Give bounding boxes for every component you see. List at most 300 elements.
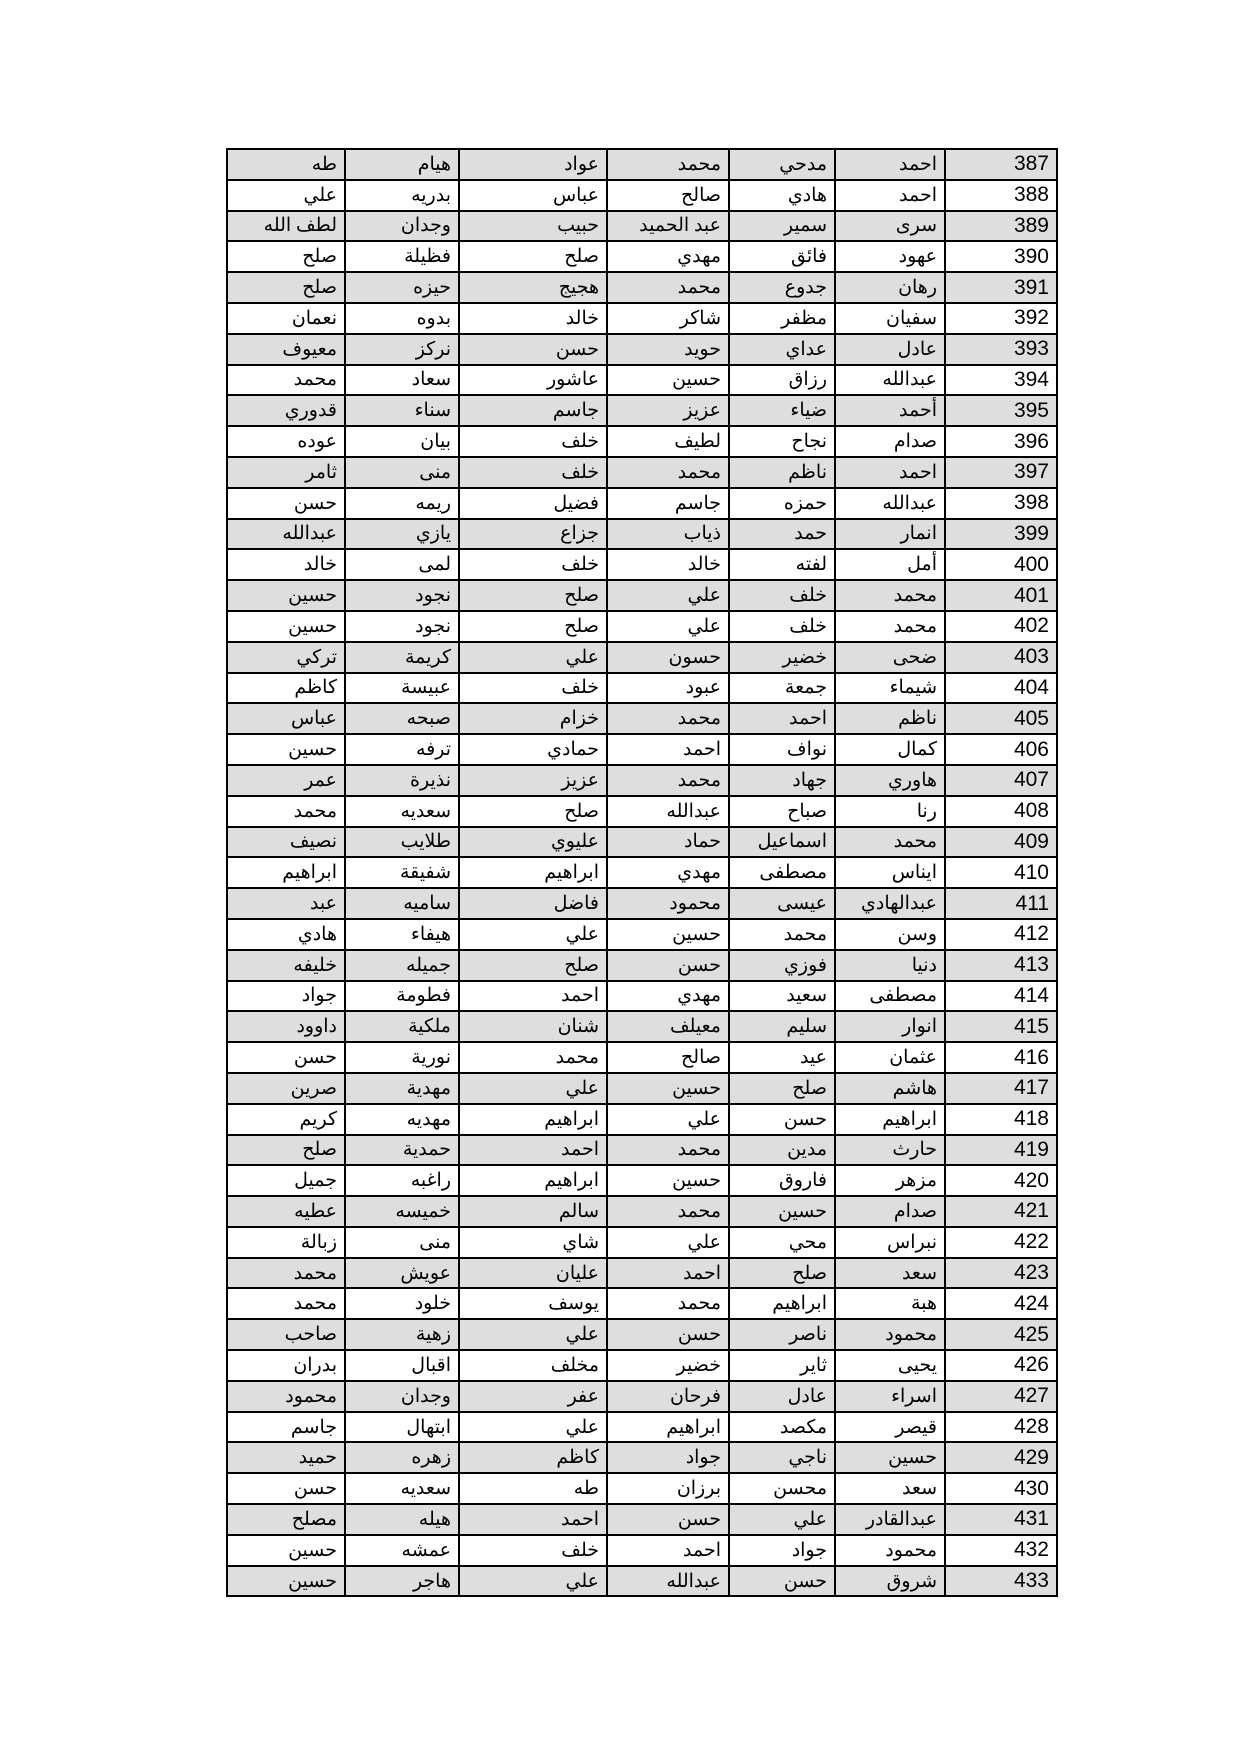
- table-row: [227, 365, 1057, 396]
- name-cell: محمد: [607, 1288, 729, 1319]
- name-cell: ملكية: [345, 1011, 459, 1042]
- name-cell: جواد: [227, 981, 345, 1012]
- name-cell: حويد: [607, 334, 729, 365]
- row-number-cell: 415: [945, 1011, 1057, 1042]
- name-cell: حسن: [227, 488, 345, 519]
- name-cell: صلح: [459, 796, 607, 827]
- name-cell: حسين: [227, 1535, 345, 1566]
- name-cell: عيد: [729, 1042, 835, 1073]
- name-cell: ضياء: [729, 395, 835, 426]
- name-cell: عاشور: [459, 365, 607, 396]
- name-cell: عبدالله: [607, 1566, 729, 1597]
- name-cell: منى: [345, 457, 459, 488]
- name-cell: خلف: [459, 549, 607, 580]
- name-cell: جاسم: [607, 488, 729, 519]
- table-row: [227, 642, 1057, 673]
- name-cell: يحيى: [835, 1350, 945, 1381]
- name-cell: خميسه: [345, 1196, 459, 1227]
- name-cell: هيله: [345, 1504, 459, 1535]
- name-cell: شيماء: [835, 673, 945, 704]
- name-cell: عباس: [227, 703, 345, 734]
- name-cell: حسن: [729, 1104, 835, 1135]
- name-cell: عبدالقادر: [835, 1504, 945, 1535]
- name-cell: محمد: [607, 1196, 729, 1227]
- name-cell: عليان: [459, 1258, 607, 1289]
- row-number-cell: 404: [945, 673, 1057, 704]
- name-cell: هبة: [835, 1288, 945, 1319]
- table-row: [227, 426, 1057, 457]
- name-cell: اسماعيل: [729, 827, 835, 858]
- name-cell: صباح: [729, 796, 835, 827]
- row-number-cell: 413: [945, 950, 1057, 981]
- table-row: [227, 334, 1057, 365]
- table-row: [227, 241, 1057, 272]
- name-cell: صلح: [729, 1073, 835, 1104]
- row-number-cell: 423: [945, 1258, 1057, 1289]
- row-number-cell: 419: [945, 1135, 1057, 1166]
- name-cell: ناجي: [729, 1442, 835, 1473]
- name-cell: كاظم: [227, 673, 345, 704]
- name-cell: ناظم: [835, 703, 945, 734]
- row-number-cell: 393: [945, 334, 1057, 365]
- row-number-cell: 392: [945, 303, 1057, 334]
- name-cell: محسن: [729, 1473, 835, 1504]
- name-cell: شفيقة: [345, 857, 459, 888]
- name-cell: عفر: [459, 1381, 607, 1412]
- name-cell: ابتهال: [345, 1412, 459, 1443]
- row-number-cell: 428: [945, 1412, 1057, 1443]
- table-row: [227, 303, 1057, 334]
- row-number-cell: 429: [945, 1442, 1057, 1473]
- row-number-cell: 418: [945, 1104, 1057, 1135]
- table-row: [227, 1165, 1057, 1196]
- name-cell: حسين: [227, 580, 345, 611]
- name-cell: صلح: [227, 241, 345, 272]
- name-cell: حبيب: [459, 211, 607, 242]
- name-cell: سرى: [835, 211, 945, 242]
- name-cell: هيام: [345, 149, 459, 180]
- table-row: [227, 734, 1057, 765]
- name-cell: محمد: [227, 1258, 345, 1289]
- name-cell: مهدي: [607, 857, 729, 888]
- row-number-cell: 425: [945, 1319, 1057, 1350]
- name-cell: احمد: [835, 180, 945, 211]
- table-row: [227, 457, 1057, 488]
- name-cell: جميل: [227, 1165, 345, 1196]
- name-cell: احمد: [835, 457, 945, 488]
- name-cell: اقبال: [345, 1350, 459, 1381]
- name-cell: محمد: [607, 765, 729, 796]
- name-cell: علي: [607, 580, 729, 611]
- name-cell: عزيز: [607, 395, 729, 426]
- name-cell: زهره: [345, 1442, 459, 1473]
- name-cell: صلح: [459, 241, 607, 272]
- name-cell: نذيرة: [345, 765, 459, 796]
- table-row: [227, 149, 1057, 180]
- name-cell: محي: [729, 1227, 835, 1258]
- table-row: [227, 395, 1057, 426]
- name-cell: محمد: [227, 796, 345, 827]
- name-cell: ترفه: [345, 734, 459, 765]
- table-row: [227, 1350, 1057, 1381]
- name-cell: سمير: [729, 211, 835, 242]
- row-number-cell: 387: [945, 149, 1057, 180]
- name-cell: ريمه: [345, 488, 459, 519]
- name-cell: احمد: [459, 1135, 607, 1166]
- name-cell: عزيز: [459, 765, 607, 796]
- name-cell: هاوري: [835, 765, 945, 796]
- name-cell: سناء: [345, 395, 459, 426]
- name-cell: انوار: [835, 1011, 945, 1042]
- name-cell: خلف: [459, 426, 607, 457]
- table-row: [227, 888, 1057, 919]
- row-number-cell: 405: [945, 703, 1057, 734]
- name-cell: خلود: [345, 1288, 459, 1319]
- name-cell: عبدالله: [835, 488, 945, 519]
- name-cell: جهاد: [729, 765, 835, 796]
- name-cell: مهدي: [607, 981, 729, 1012]
- name-cell: رنا: [835, 796, 945, 827]
- name-cell: ناظم: [729, 457, 835, 488]
- name-cell: علي: [459, 1566, 607, 1597]
- row-number-cell: 401: [945, 580, 1057, 611]
- name-cell: برزان: [607, 1473, 729, 1504]
- row-number-cell: 417: [945, 1073, 1057, 1104]
- name-cell: شاي: [459, 1227, 607, 1258]
- table-row: [227, 1227, 1057, 1258]
- name-cell: محمود: [835, 1535, 945, 1566]
- name-cell: مخلف: [459, 1350, 607, 1381]
- name-cell: جاسم: [227, 1412, 345, 1443]
- name-cell: محمود: [835, 1319, 945, 1350]
- name-cell: عوده: [227, 426, 345, 457]
- name-cell: سعد: [835, 1473, 945, 1504]
- name-cell: عبدالله: [607, 796, 729, 827]
- name-cell: بدوه: [345, 303, 459, 334]
- name-cell: طه: [459, 1473, 607, 1504]
- name-cell: سعيد: [729, 981, 835, 1012]
- name-cell: يوسف: [459, 1288, 607, 1319]
- name-cell: كريم: [227, 1104, 345, 1135]
- name-cell: حمادي: [459, 734, 607, 765]
- name-cell: منى: [345, 1227, 459, 1258]
- name-cell: صرين: [227, 1073, 345, 1104]
- table-row: [227, 1011, 1057, 1042]
- name-cell: محمد: [227, 365, 345, 396]
- name-cell: محمد: [835, 580, 945, 611]
- name-cell: علي: [459, 642, 607, 673]
- name-cell: حسن: [607, 1319, 729, 1350]
- name-cell: حمد: [729, 519, 835, 550]
- name-cell: صلح: [729, 1258, 835, 1289]
- table-row: [227, 1104, 1057, 1135]
- name-cell: سالم: [459, 1196, 607, 1227]
- table-row: [227, 950, 1057, 981]
- name-cell: عداي: [729, 334, 835, 365]
- name-cell: علي: [459, 1412, 607, 1443]
- name-cell: ضحى: [835, 642, 945, 673]
- name-cell: مهدية: [345, 1073, 459, 1104]
- name-cell: محمد: [607, 149, 729, 180]
- name-cell: هادي: [729, 180, 835, 211]
- name-cell: علي: [607, 611, 729, 642]
- name-cell: حسين: [227, 611, 345, 642]
- name-cell: محمد: [607, 703, 729, 734]
- table-row: [227, 1073, 1057, 1104]
- name-cell: علي: [459, 1073, 607, 1104]
- name-cell: اسراء: [835, 1381, 945, 1412]
- name-cell: قيصر: [835, 1412, 945, 1443]
- row-number-cell: 427: [945, 1381, 1057, 1412]
- name-cell: مدين: [729, 1135, 835, 1166]
- name-cell: حسن: [607, 950, 729, 981]
- names-table: [226, 148, 1058, 1597]
- row-number-cell: 420: [945, 1165, 1057, 1196]
- name-cell: عهود: [835, 241, 945, 272]
- row-number-cell: 391: [945, 272, 1057, 303]
- name-cell: حماد: [607, 827, 729, 858]
- row-number-cell: 424: [945, 1288, 1057, 1319]
- name-cell: ابراهيم: [459, 857, 607, 888]
- name-cell: احمد: [459, 981, 607, 1012]
- name-cell: صالح: [607, 1042, 729, 1073]
- name-cell: ثاير: [729, 1350, 835, 1381]
- row-number-cell: 432: [945, 1535, 1057, 1566]
- name-cell: شروق: [835, 1566, 945, 1597]
- table-row: [227, 272, 1057, 303]
- table-row: [227, 1566, 1057, 1597]
- table-row: [227, 1412, 1057, 1443]
- name-cell: عواد: [459, 149, 607, 180]
- name-cell: هيفاء: [345, 919, 459, 950]
- name-cell: سليم: [729, 1011, 835, 1042]
- row-number-cell: 414: [945, 981, 1057, 1012]
- name-cell: صدام: [835, 1196, 945, 1227]
- name-cell: راغبه: [345, 1165, 459, 1196]
- name-cell: ابراهيم: [835, 1104, 945, 1135]
- name-cell: حسن: [459, 334, 607, 365]
- name-cell: خالد: [607, 549, 729, 580]
- name-cell: حسين: [607, 919, 729, 950]
- name-cell: هادي: [227, 919, 345, 950]
- name-cell: حمزه: [729, 488, 835, 519]
- name-cell: عادل: [835, 334, 945, 365]
- table-row: [227, 211, 1057, 242]
- row-number-cell: 407: [945, 765, 1057, 796]
- name-cell: عادل: [729, 1381, 835, 1412]
- name-cell: محمد: [607, 1135, 729, 1166]
- name-cell: رهان: [835, 272, 945, 303]
- name-cell: مكصد: [729, 1412, 835, 1443]
- name-cell: أمل: [835, 549, 945, 580]
- name-cell: ابراهيم: [459, 1104, 607, 1135]
- name-cell: لفته: [729, 549, 835, 580]
- name-cell: عمر: [227, 765, 345, 796]
- name-cell: معيوف: [227, 334, 345, 365]
- name-cell: رزاق: [729, 365, 835, 396]
- row-number-cell: 433: [945, 1566, 1057, 1597]
- name-cell: نركز: [345, 334, 459, 365]
- name-cell: عليوي: [459, 827, 607, 858]
- name-cell: ابراهيم: [227, 857, 345, 888]
- row-number-cell: 402: [945, 611, 1057, 642]
- name-cell: محمد: [227, 1288, 345, 1319]
- row-number-cell: 388: [945, 180, 1057, 211]
- name-cell: لطف الله: [227, 211, 345, 242]
- name-cell: عبد الحميد: [607, 211, 729, 242]
- name-cell: مصطفى: [729, 857, 835, 888]
- name-cell: وجدان: [345, 1381, 459, 1412]
- name-cell: جدوع: [729, 272, 835, 303]
- row-number-cell: 399: [945, 519, 1057, 550]
- name-cell: عطيه: [227, 1196, 345, 1227]
- table-row: [227, 488, 1057, 519]
- name-cell: بيان: [345, 426, 459, 457]
- name-cell: احمد: [835, 149, 945, 180]
- name-cell: علي: [459, 919, 607, 950]
- name-cell: عبدالله: [835, 365, 945, 396]
- name-cell: مدحي: [729, 149, 835, 180]
- table-row: [227, 796, 1057, 827]
- name-cell: ابراهيم: [459, 1165, 607, 1196]
- row-number-cell: 400: [945, 549, 1057, 580]
- row-number-cell: 426: [945, 1350, 1057, 1381]
- name-cell: حسين: [835, 1442, 945, 1473]
- name-cell: صلح: [459, 950, 607, 981]
- name-cell: أحمد: [835, 395, 945, 426]
- name-cell: محمد: [835, 611, 945, 642]
- name-cell: حميد: [227, 1442, 345, 1473]
- name-cell: حسين: [227, 1566, 345, 1597]
- name-cell: مزهر: [835, 1165, 945, 1196]
- name-cell: زبالة: [227, 1227, 345, 1258]
- name-cell: مصطفى: [835, 981, 945, 1012]
- table-row: [227, 827, 1057, 858]
- table-row: [227, 1319, 1057, 1350]
- row-number-cell: 395: [945, 395, 1057, 426]
- name-cell: جميله: [345, 950, 459, 981]
- name-cell: دنيا: [835, 950, 945, 981]
- table-row: [227, 611, 1057, 642]
- table-row: [227, 1288, 1057, 1319]
- name-cell: طلايب: [345, 827, 459, 858]
- table-row: [227, 1504, 1057, 1535]
- name-cell: قدوري: [227, 395, 345, 426]
- row-number-cell: 431: [945, 1504, 1057, 1535]
- name-cell: خليفه: [227, 950, 345, 981]
- name-cell: صلح: [227, 272, 345, 303]
- name-cell: حسن: [227, 1473, 345, 1504]
- name-cell: احمد: [729, 703, 835, 734]
- row-number-cell: 396: [945, 426, 1057, 457]
- row-number-cell: 403: [945, 642, 1057, 673]
- name-cell: ذياب: [607, 519, 729, 550]
- name-cell: محمود: [607, 888, 729, 919]
- row-number-cell: 390: [945, 241, 1057, 272]
- name-cell: فاضل: [459, 888, 607, 919]
- row-number-cell: 389: [945, 211, 1057, 242]
- name-cell: فضيل: [459, 488, 607, 519]
- name-cell: ناصر: [729, 1319, 835, 1350]
- name-cell: جمعة: [729, 673, 835, 704]
- row-number-cell: 416: [945, 1042, 1057, 1073]
- name-cell: نورية: [345, 1042, 459, 1073]
- table-row: [227, 919, 1057, 950]
- name-cell: ثامر: [227, 457, 345, 488]
- name-cell: علي: [227, 180, 345, 211]
- name-cell: بدريه: [345, 180, 459, 211]
- name-cell: نعمان: [227, 303, 345, 334]
- name-cell: طه: [227, 149, 345, 180]
- name-cell: صلح: [459, 580, 607, 611]
- name-cell: سفيان: [835, 303, 945, 334]
- name-cell: حسين: [227, 734, 345, 765]
- row-number-cell: 412: [945, 919, 1057, 950]
- row-number-cell: 398: [945, 488, 1057, 519]
- name-cell: صبحه: [345, 703, 459, 734]
- name-cell: نجود: [345, 580, 459, 611]
- name-cell: بدران: [227, 1350, 345, 1381]
- name-cell: حيزه: [345, 272, 459, 303]
- row-number-cell: 411: [945, 888, 1057, 919]
- table-row: [227, 1535, 1057, 1566]
- name-cell: صاحب: [227, 1319, 345, 1350]
- name-cell: ابراهيم: [729, 1288, 835, 1319]
- name-cell: كاظم: [459, 1442, 607, 1473]
- name-cell: ساميه: [345, 888, 459, 919]
- name-cell: حسن: [607, 1504, 729, 1535]
- table-row: [227, 981, 1057, 1012]
- name-cell: وجدان: [345, 211, 459, 242]
- name-cell: صلح: [459, 611, 607, 642]
- table-row: [227, 1042, 1057, 1073]
- table-row: [227, 1442, 1057, 1473]
- name-cell: علي: [607, 1227, 729, 1258]
- name-cell: حسين: [607, 1165, 729, 1196]
- name-cell: حسين: [729, 1196, 835, 1227]
- table-row: [227, 549, 1057, 580]
- name-cell: محمد: [459, 1042, 607, 1073]
- name-cell: جواد: [607, 1442, 729, 1473]
- name-cell: احمد: [459, 1504, 607, 1535]
- table-row: [227, 519, 1057, 550]
- name-cell: خلف: [729, 611, 835, 642]
- name-cell: خزام: [459, 703, 607, 734]
- name-cell: معيلف: [607, 1011, 729, 1042]
- names-table-body: [227, 149, 1057, 1596]
- name-cell: خلف: [459, 1535, 607, 1566]
- name-cell: انمار: [835, 519, 945, 550]
- name-cell: جزاع: [459, 519, 607, 550]
- table-row: [227, 180, 1057, 211]
- name-cell: فائق: [729, 241, 835, 272]
- name-cell: محمود: [227, 1381, 345, 1412]
- name-cell: مهديه: [345, 1104, 459, 1135]
- name-cell: محمد: [607, 457, 729, 488]
- name-cell: فظيلة: [345, 241, 459, 272]
- name-cell: هاجر: [345, 1566, 459, 1597]
- name-cell: عيسى: [729, 888, 835, 919]
- name-cell: احمد: [607, 734, 729, 765]
- name-cell: خضير: [607, 1350, 729, 1381]
- name-cell: خالد: [459, 303, 607, 334]
- row-number-cell: 394: [945, 365, 1057, 396]
- name-cell: محمد: [835, 827, 945, 858]
- row-number-cell: 408: [945, 796, 1057, 827]
- name-cell: ايناس: [835, 857, 945, 888]
- name-cell: زهية: [345, 1319, 459, 1350]
- name-cell: شاكر: [607, 303, 729, 334]
